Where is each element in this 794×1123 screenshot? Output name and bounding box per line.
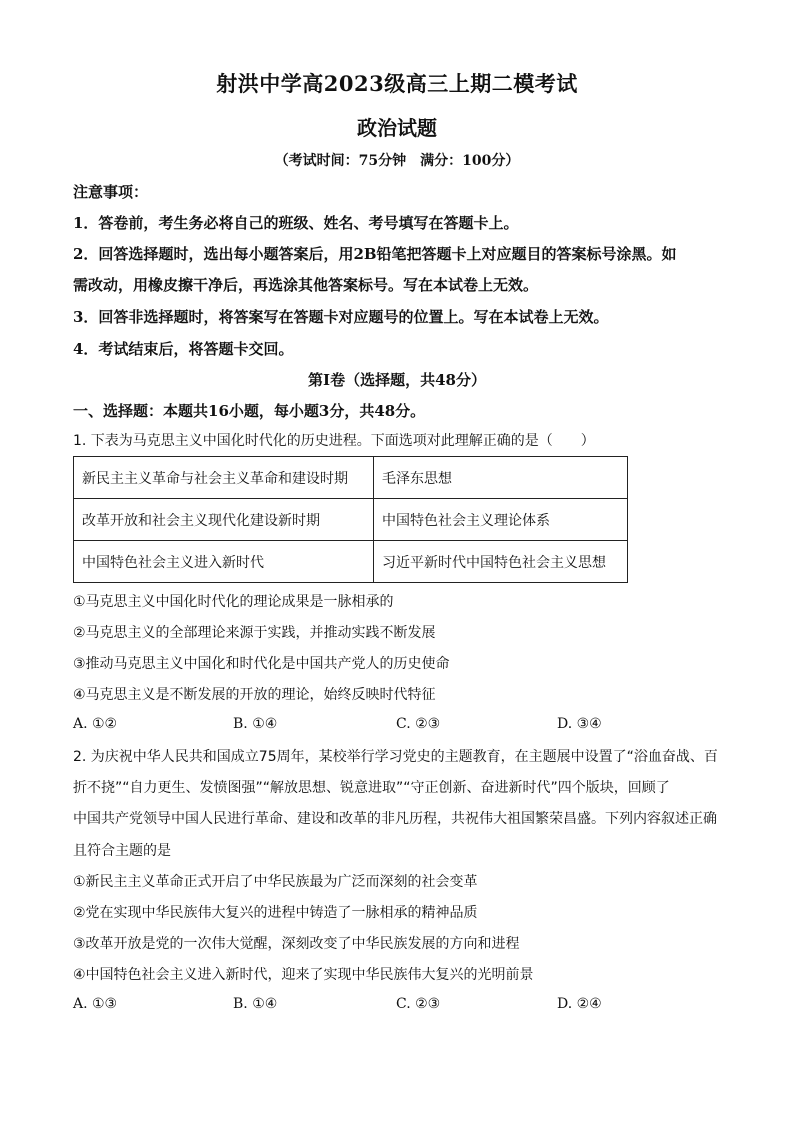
q1-statement: ③推动马克思主义中国化和时代化是中国共产党人的历史使命	[73, 656, 450, 672]
q2-stem-line: 2. 为庆祝中华人民共和国成立75周年，某校举行学习党史的主题教育，在主题展中设置了“浴血奋战、百	[73, 749, 718, 765]
q1-stem: 1. 下表为马克思主义中国化时代化的历史进程。下面选项对此理解正确的是（ ）	[73, 433, 595, 449]
notes-heading: 注意事项：	[73, 183, 149, 201]
q1-statement: ①马克思主义中国化时代化的理论成果是一脉相承的	[73, 594, 394, 610]
table-row	[74, 499, 628, 541]
part-title: 第Ⅰ卷（选择题，共48分）	[308, 371, 486, 389]
q2-option-d[interactable]: D. ②④	[557, 996, 602, 1012]
q2-stem-line: 折不挠”“自力更生、发愤图强”“解放思想、锐意进取”“守正创新、奋进新时代”四个版块，回顾了	[73, 780, 670, 796]
table-cell-theory: 毛泽东思想	[374, 457, 628, 499]
q2-option-a[interactable]: A. ①③	[73, 996, 118, 1012]
table-cell-period: 新民主主义革命与社会主义革命和建设时期	[74, 457, 374, 499]
note-item: 3．回答非选择题时，将答案写在答题卡对应题号的位置上。写在本试卷上无效。	[73, 308, 609, 326]
note-item: 需改动，用橡皮擦干净后，再选涂其他答案标号。写在本试卷上无效。	[73, 276, 539, 294]
q1-statement: ②马克思主义的全部理论来源于实践，并推动实践不断发展	[73, 625, 436, 641]
exam-title: 射洪中学高2023级高三上期二模考试	[216, 71, 578, 96]
note-item: 2．回答选择题时，选出每小题答案后，用2B铅笔把答题卡上对应题目的答案标号涂黑。如	[73, 245, 677, 263]
table-cell-theory: 中国特色社会主义理论体系	[374, 499, 628, 541]
q1-statement: ④马克思主义是不断发展的开放的理论，始终反映时代特征	[73, 687, 436, 703]
q1-option-a[interactable]: A. ①②	[73, 716, 118, 732]
q1-option-b[interactable]: B. ①④	[233, 716, 278, 732]
q2-option-c[interactable]: C. ②③	[396, 996, 441, 1012]
q2-stem-line: 中国共产党领导中国人民进行革命、建设和改革的非凡历程，共祝伟大祖国繁荣昌盛。下列内容叙述正确	[73, 811, 717, 827]
q2-statement: ①新民主主义革命正式开启了中华民族最为广泛而深刻的社会变革	[73, 874, 478, 890]
q2-option-b[interactable]: B. ①④	[233, 996, 278, 1012]
table-cell-period: 中国特色社会主义进入新时代	[74, 541, 374, 583]
table-cell-theory: 习近平新时代中国特色社会主义思想	[374, 541, 628, 583]
note-item: 1．答卷前，考生务必将自己的班级、姓名、考号填写在答题卡上。	[73, 214, 519, 232]
table-row	[74, 541, 628, 583]
section-heading: 一、选择题：本题共16小题，每小题3分，共48分。	[73, 402, 426, 420]
q2-statement: ③改革开放是党的一次伟大觉醒，深刻改变了中华民族发展的方向和进程	[73, 936, 520, 952]
q2-statement: ④中国特色社会主义进入新时代，迎来了实现中华民族伟大复兴的光明前景	[73, 967, 534, 983]
subject-title: 政治试题	[357, 116, 437, 140]
q2-stem-line: 且符合主题的是	[73, 843, 171, 859]
exam-info: （考试时间：75分钟 满分：100分）	[274, 153, 520, 169]
table-cell-period: 改革开放和社会主义现代化建设新时期	[74, 499, 374, 541]
q1-table	[73, 456, 628, 583]
table-row	[74, 457, 628, 499]
q1-option-c[interactable]: C. ②③	[396, 716, 441, 732]
q1-option-d[interactable]: D. ③④	[557, 716, 602, 732]
note-item: 4．考试结束后，将答题卡交回。	[73, 340, 294, 358]
q2-statement: ②党在实现中华民族伟大复兴的进程中铸造了一脉相承的精神品质	[73, 905, 478, 921]
